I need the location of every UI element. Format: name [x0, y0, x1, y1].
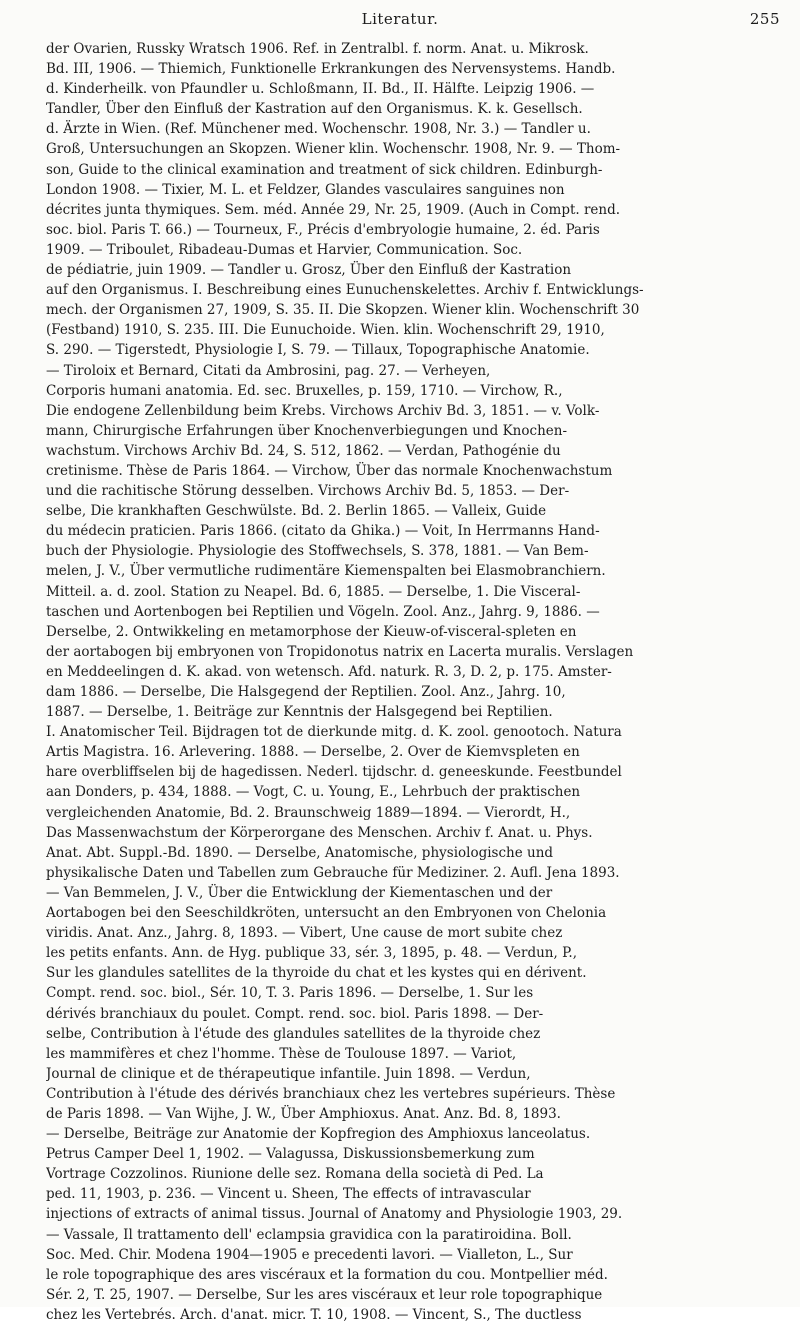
text-line: décrites junta thymiques. Sem. méd. Année 29, Nr. 25, 1909. (Auch in Compt. rend.: [46, 201, 621, 218]
text-line: ped. 11, 1903, p. 236. — Vincent u. Sheen, The effects of intravascular: [46, 1186, 531, 1203]
text-line: de Paris 1898. — Van Wijhe, J. W., Über Amphioxus. Anat. Anz. Bd. 8, 1893.: [46, 1105, 561, 1122]
text-line: London 1908. — Tixier, M. L. et Feldzer, Glandes vasculaires sanguines non: [46, 181, 565, 198]
text-line: vergleichenden Anatomie, Bd. 2. Braunschweig 1889—1894. — Vierordt, H.,: [46, 804, 571, 821]
text-line: der Ovarien, Russky Wratsch 1906. Ref. in Zentralbl. f. norm. Anat. u. Mikrosk.: [46, 41, 589, 57]
text-line: Mitteil. a. d. zool. Station zu Neapel. Bd. 6, 1885. — Derselbe, 1. Die Visceral-: [46, 583, 581, 600]
bibliography-text: [46, 39, 768, 1325]
text-line: en Meddeelingen d. K. akad. von wetensch. Afd. naturk. R. 3, D. 2, p. 175. Amster-: [46, 663, 612, 680]
text-line: — Tiroloix et Bernard, Citati da Ambrosini, pag. 27. — Verheyen,: [46, 362, 491, 379]
text-line: le role topographique des ares viscéraux et la formation du cou. Montpellier méd.: [46, 1266, 608, 1283]
text-line: taschen und Aortenbogen bei Reptilien und Vögeln. Zool. Anz., Jahrg. 9, 1886. —: [46, 603, 600, 620]
text-line: mech. der Organismen 27, 1909, S. 35. II. Die Skopzen. Wiener klin. Wochenschrift 30: [46, 302, 640, 319]
text-line: Bd. III, 1906. — Thiemich, Funktionelle Erkrankungen des Nervensystems. Handb.: [46, 61, 616, 78]
text-line: Groß, Untersuchungen an Skopzen. Wiener klin. Wochenschr. 1908, Nr. 9. — Thom-: [46, 141, 621, 158]
text-line: Derselbe, 2. Ontwikkeling en metamorphose der Kieuw-of-visceral-spleten en: [46, 623, 577, 640]
text-line: Vortrage Cozzolinos. Riunione delle sez. Romana della società di Ped. La: [46, 1166, 544, 1183]
text-line: der aortabogen bij embryonen von Tropidonotus natrix en Lacerta muralis. Verslagen: [46, 643, 634, 660]
text-line: Compt. rend. soc. biol., Sér. 10, T. 3. Paris 1896. — Derselbe, 1. Sur les: [46, 985, 534, 1002]
text-line: chez les Vertebrés. Arch. d'anat. micr. T. 10, 1908. — Vincent, S., The ductless: [46, 1306, 582, 1323]
text-line: und die rachitische Störung desselben. Virchows Archiv Bd. 5, 1853. — Der-: [46, 483, 570, 500]
text-line: 1887. — Derselbe, 1. Beiträge zur Kenntnis der Halsgegend bei Reptilien.: [46, 704, 553, 721]
text-line: Sur les glandules satellites de la thyroide du chat et les kystes qui en dérivent.: [46, 965, 587, 982]
text-line: auf den Organismus. I. Beschreibung eines Eunuchenskelettes. Archiv f. Entwicklungs-: [46, 282, 644, 299]
text-line: Tandler, Über den Einfluß der Kastration auf den Organismus. K. k. Gesellsch.: [46, 101, 583, 118]
text-line: selbe, Contribution à l'étude des glandules satellites de la thyroide chez: [46, 1025, 541, 1042]
text-line: d. Ärzte in Wien. (Ref. Münchener med. Wochenschr. 1908, Nr. 3.) — Tandler u.: [46, 121, 591, 138]
text-line: melen, J. V., Über vermutliche rudimentäre Kiemenspalten bei Elasmobranchiern.: [46, 563, 606, 580]
text-line: injections of extracts of animal tissus. Journal of Anatomy and Physiologie 1903, 29.: [46, 1206, 623, 1223]
text-line: aan Donders, p. 434, 1888. — Vogt, C. u. Young, E., Lehrbuch der praktischen: [46, 784, 581, 801]
text-line: Contribution à l'étude des dérivés branchiaux chez les vertebres supérieurs. Thèse: [46, 1085, 616, 1102]
text-line: Artis Magistra. 16. Arlevering. 1888. — Derselbe, 2. Over de Kiemvspleten en: [46, 744, 580, 761]
text-line: selbe, Die krankhaften Geschwülste. Bd. 2. Berlin 1865. — Valleix, Guide: [46, 503, 547, 520]
text-line: d. Kinderheilk. von Pfaundler u. Schloßmann, II. Bd., II. Hälfte. Leipzig 1906. —: [46, 81, 595, 98]
text-line: son, Guide to the clinical examination and treatment of sick children. Edinburgh-: [46, 161, 603, 178]
text-line: Corporis humani anatomia. Ed. sec. Bruxelles, p. 159, 1710. — Virchow, R.,: [46, 382, 563, 399]
text-line: — Van Bemmelen, J. V., Über die Entwicklung der Kiementaschen und der: [46, 884, 553, 901]
page-number: 255: [749, 10, 780, 28]
text-line: physikalische Daten und Tabellen zum Gebrauche für Mediziner. 2. Aufl. Jena 1893.: [46, 864, 620, 881]
running-title: Literatur.: [361, 10, 439, 28]
text-line: I. Anatomischer Teil. Bijdragen tot de dierkunde mitg. d. K. zool. genootoch. Natura: [46, 724, 622, 741]
text-line: soc. biol. Paris T. 66.) — Tourneux, F., Précis d'embryologie humaine, 2. éd. Paris: [46, 221, 600, 238]
text-line: cretinisme. Thèse de Paris 1864. — Virchow, Über das normale Knochenwachstum: [46, 462, 613, 479]
text-line: Sér. 2, T. 25, 1907. — Derselbe, Sur les ares viscéraux et leur role topographique: [46, 1286, 603, 1303]
text-line: buch der Physiologie. Physiologie des Stoffwechsels, S. 378, 1881. — Van Bem-: [46, 543, 589, 560]
text-line: Soc. Med. Chir. Modena 1904—1905 e precedenti lavori. — Vialleton, L., Sur: [46, 1246, 573, 1263]
text-line: S. 290. — Tigerstedt, Physiologie I, S. 79. — Tillaux, Topographische Anatomie.: [46, 342, 590, 359]
running-header: [0, 6, 800, 30]
text-line: — Vassale, Il trattamento dell' eclampsia gravidica con la paratiroidina. Boll.: [46, 1226, 572, 1243]
text-line: 1909. — Triboulet, Ribadeau-Dumas et Harvier, Communication. Soc.: [46, 241, 523, 258]
text-line: dérivés branchiaux du poulet. Compt. rend. soc. biol. Paris 1898. — Der-: [46, 1005, 544, 1022]
text-line: Journal de clinique et de thérapeutique infantile. Juin 1898. — Verdun,: [46, 1065, 531, 1082]
text-line: viridis. Anat. Anz., Jahrg. 8, 1893. — Vibert, Une cause de mort subite chez: [46, 925, 563, 942]
text-line: wachstum. Virchows Archiv Bd. 24, S. 512, 1862. — Verdan, Pathogénie du: [46, 442, 561, 459]
text-line: Die endogene Zellenbildung beim Krebs. Virchows Archiv Bd. 3, 1851. — v. Volk-: [46, 402, 600, 419]
text-line: hare overbliffselen bij de hagedissen. Nederl. tijdschr. d. geneeskunde. Feestbundel: [46, 764, 622, 781]
text-line: mann, Chirurgische Erfahrungen über Knochenverbiegungen und Knochen-: [46, 422, 568, 439]
text-line: — Derselbe, Beiträge zur Anatomie der Kopfregion des Amphioxus lanceolatus.: [46, 1126, 591, 1143]
text-line: les petits enfants. Ann. de Hyg. publique 33, sér. 3, 1895, p. 48. — Verdun, P.,: [46, 945, 578, 962]
text-line: dam 1886. — Derselbe, Die Halsgegend der Reptilien. Zool. Anz., Jahrg. 10,: [46, 684, 566, 700]
text-line: Aortabogen bei den Seeschildkröten, untersucht an den Embryonen von Chelonia: [46, 905, 607, 922]
text-line: Anat. Abt. Suppl.-Bd. 1890. — Derselbe, Anatomische, physiologische und: [46, 844, 554, 861]
text-line: les mammifères et chez l'homme. Thèse de Toulouse 1897. — Variot,: [46, 1045, 517, 1062]
text-line: Petrus Camper Deel 1, 1902. — Valagussa, Diskussionsbemerkung zum: [46, 1146, 535, 1163]
text-line: (Festband) 1910, S. 235. III. Die Eunuchoide. Wien. klin. Wochenschrift 29, 1910,: [46, 322, 605, 339]
text-line: de pédiatrie, juin 1909. — Tandler u. Grosz, Über den Einfluß der Kastration: [46, 262, 572, 279]
text-line: du médecin praticien. Paris 1866. (citato da Ghika.) — Voit, In Herrmanns Hand-: [46, 523, 600, 540]
text-line: Das Massenwachstum der Körperorgane des Menschen. Archiv f. Anat. u. Phys.: [46, 824, 593, 841]
